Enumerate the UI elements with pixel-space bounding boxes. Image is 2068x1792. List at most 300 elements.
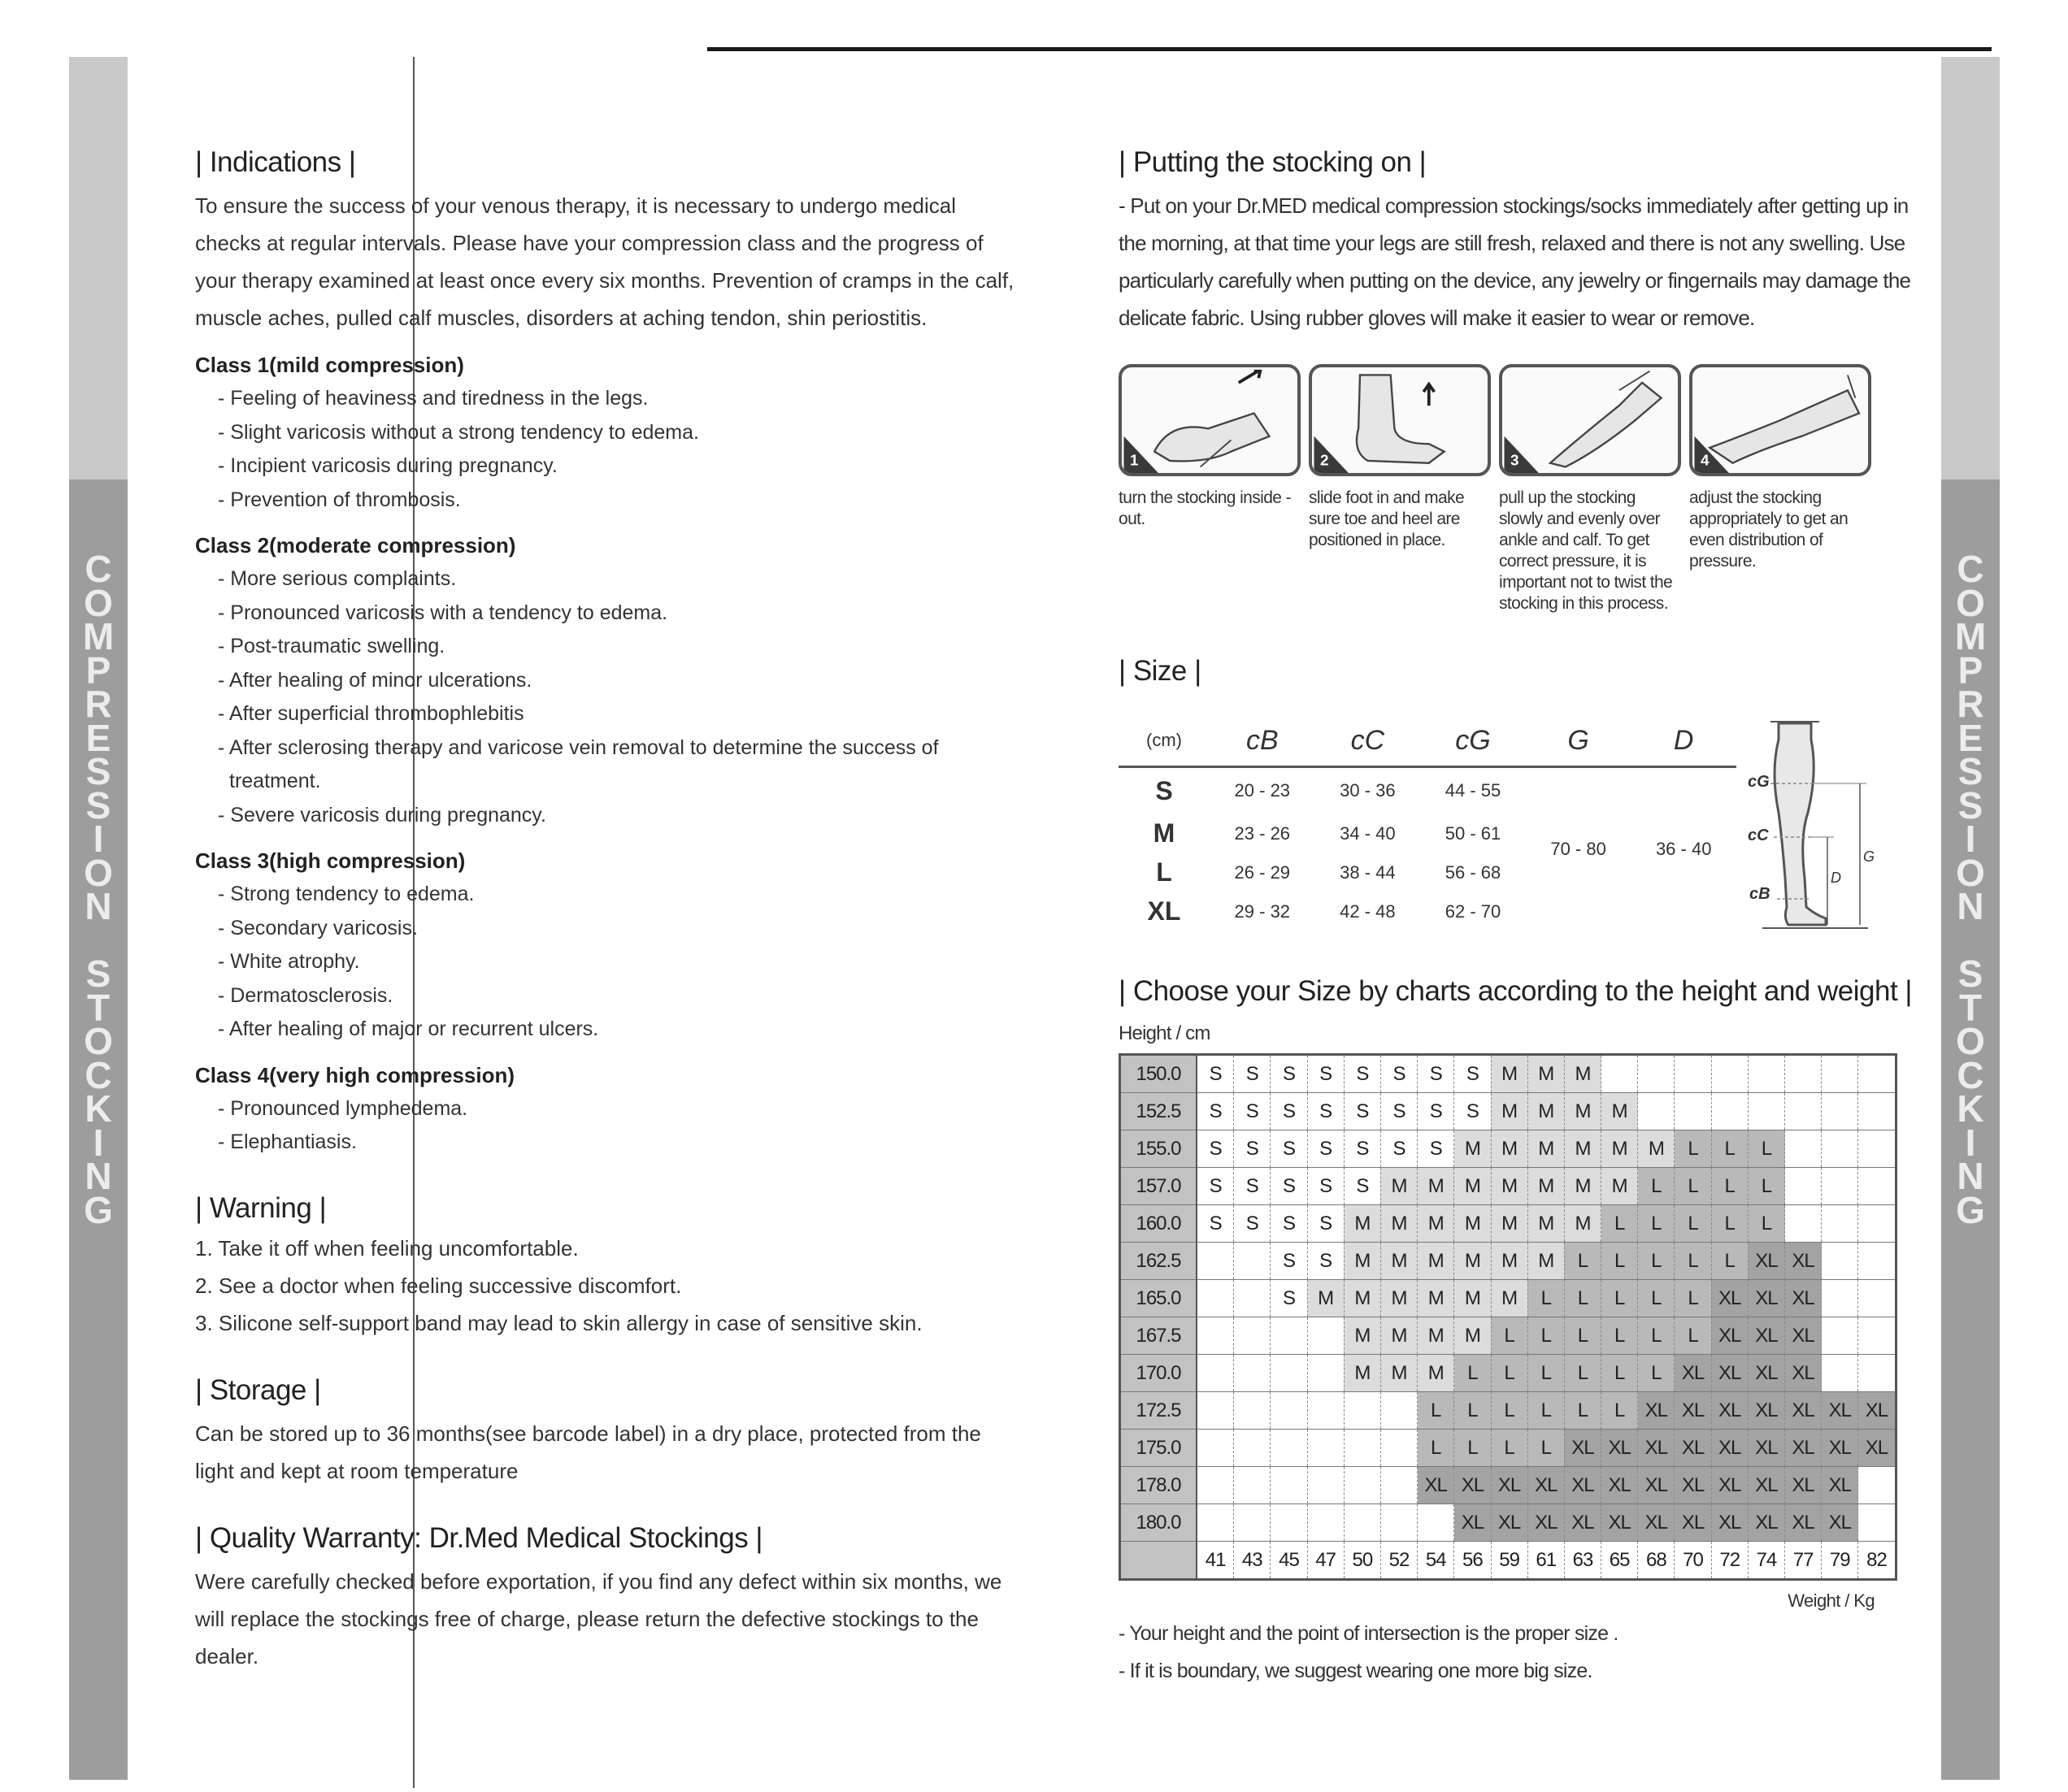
size-cell bbox=[1822, 1093, 1858, 1130]
height-value: 150.0 bbox=[1120, 1055, 1197, 1093]
size-cell: L bbox=[1748, 1168, 1784, 1205]
size-value: 29 - 32 bbox=[1234, 900, 1291, 922]
size-cell: L bbox=[1675, 1243, 1711, 1280]
size-cell: M bbox=[1491, 1055, 1527, 1093]
size-value: 44 - 55 bbox=[1445, 780, 1501, 801]
weight-value: 65 bbox=[1601, 1542, 1638, 1580]
size-value: 56 - 68 bbox=[1445, 861, 1501, 883]
size-cell: L bbox=[1454, 1392, 1491, 1430]
size-cell: M bbox=[1380, 1243, 1417, 1280]
putting-on-title: | Putting the stocking on | bbox=[1119, 146, 1427, 178]
size-cell: XL bbox=[1748, 1467, 1784, 1504]
size-cell: XL bbox=[1601, 1467, 1638, 1504]
size-cell bbox=[1271, 1392, 1307, 1430]
size-cell: L bbox=[1418, 1392, 1454, 1430]
size-cell: L bbox=[1564, 1243, 1601, 1280]
size-cell: XL bbox=[1785, 1430, 1822, 1467]
size-cell: XL bbox=[1748, 1280, 1784, 1317]
size-cell bbox=[1307, 1317, 1344, 1355]
size-cell: L bbox=[1675, 1317, 1711, 1355]
size-cell bbox=[1271, 1317, 1307, 1355]
class-title: Class 3(high compression) bbox=[195, 848, 466, 873]
note-line: - Your height and the point of intersection is the proper size . bbox=[1119, 1622, 1618, 1645]
size-cell: L bbox=[1638, 1205, 1675, 1243]
size-cell bbox=[1822, 1355, 1858, 1392]
size-cell: XL bbox=[1785, 1243, 1822, 1280]
size-cell: L bbox=[1491, 1355, 1527, 1392]
size-cell: L bbox=[1675, 1280, 1711, 1317]
list-item: - Pronounced lymphedema. bbox=[218, 1096, 468, 1120]
size-cell bbox=[1380, 1504, 1417, 1542]
size-cell bbox=[1344, 1392, 1380, 1430]
size-cell bbox=[1822, 1243, 1858, 1280]
left-column bbox=[195, 146, 1016, 1675]
size-cell bbox=[1380, 1467, 1417, 1504]
list-item: - After superficial thrombophlebitis bbox=[218, 702, 524, 725]
size-cell: XL bbox=[1675, 1504, 1711, 1542]
size-cell: M bbox=[1344, 1243, 1380, 1280]
weight-value: 63 bbox=[1564, 1542, 1601, 1580]
size-cell: S bbox=[1234, 1130, 1271, 1168]
size-column-header: cC bbox=[1315, 715, 1421, 767]
chart-row bbox=[1120, 1504, 1896, 1542]
size-cell bbox=[1234, 1430, 1271, 1467]
size-cell bbox=[1234, 1355, 1271, 1392]
step-illustration bbox=[1119, 364, 1301, 476]
size-cell: M bbox=[1380, 1168, 1417, 1205]
class-symptom-list bbox=[195, 562, 1016, 832]
list-item: 2. See a doctor when feeling successive discomfort. bbox=[195, 1273, 682, 1298]
size-cell: M bbox=[1454, 1317, 1491, 1355]
size-cell: L bbox=[1711, 1205, 1748, 1243]
size-cell: S bbox=[1197, 1130, 1234, 1168]
size-cell: L bbox=[1527, 1392, 1564, 1430]
size-cell: XL bbox=[1822, 1430, 1858, 1467]
size-cell: M bbox=[1491, 1280, 1527, 1317]
chart-row bbox=[1120, 1168, 1896, 1205]
side-band-text: C O M P R E S S I O N S T O C K I N G bbox=[1954, 548, 1987, 1231]
size-cell: L bbox=[1601, 1243, 1638, 1280]
size-cell: S bbox=[1271, 1205, 1307, 1243]
size-cell bbox=[1785, 1130, 1822, 1168]
size-cell: L bbox=[1527, 1317, 1564, 1355]
list-item: - Prevention of thrombosis. bbox=[218, 488, 461, 511]
size-cell: XL bbox=[1785, 1467, 1822, 1504]
size-cell: XL bbox=[1638, 1430, 1675, 1467]
leg-label-d: D bbox=[1831, 870, 1841, 886]
warning-list bbox=[195, 1230, 1016, 1342]
size-cell: L bbox=[1564, 1280, 1601, 1317]
size-cell: XL bbox=[1858, 1392, 1896, 1430]
list-item: 3. Silicone self-support band may lead to skin allergy in case of sensitive skin. bbox=[195, 1310, 923, 1335]
list-item: - More serious complaints. bbox=[218, 567, 457, 590]
size-cell bbox=[1822, 1317, 1858, 1355]
chart-row bbox=[1120, 1055, 1896, 1093]
height-value: 170.0 bbox=[1120, 1355, 1197, 1392]
size-cell: L bbox=[1638, 1280, 1675, 1317]
size-cell: XL bbox=[1491, 1467, 1527, 1504]
list-item: - Pronounced varicosis with a tendency to edema. bbox=[218, 601, 668, 624]
size-cell: S bbox=[1234, 1055, 1271, 1093]
size-column-header: cG bbox=[1420, 715, 1526, 767]
chart-row bbox=[1120, 1355, 1896, 1392]
size-cell bbox=[1858, 1055, 1896, 1093]
size-cell bbox=[1307, 1355, 1344, 1392]
size-cell bbox=[1234, 1392, 1271, 1430]
storage-section bbox=[195, 1374, 1016, 1490]
putting-on-steps bbox=[1119, 364, 1931, 614]
class-title: Class 2(moderate compression) bbox=[195, 533, 516, 558]
size-cell: S bbox=[1197, 1093, 1234, 1130]
unit-label: (cm) bbox=[1119, 715, 1210, 767]
size-row bbox=[1119, 767, 1736, 814]
weight-axis-label: Weight / Kg bbox=[1788, 1590, 1875, 1611]
note-line: - If it is boundary, we suggest wearing one more big size. bbox=[1119, 1660, 1592, 1682]
size-cell: L bbox=[1675, 1130, 1711, 1168]
chart-row bbox=[1120, 1243, 1896, 1280]
size-cell: L bbox=[1564, 1355, 1601, 1392]
size-cell: XL bbox=[1748, 1504, 1784, 1542]
size-cell: M bbox=[1491, 1168, 1527, 1205]
size-cell: XL bbox=[1454, 1467, 1491, 1504]
weight-value: 68 bbox=[1638, 1542, 1675, 1580]
size-cell: S bbox=[1271, 1243, 1307, 1280]
size-cell: L bbox=[1601, 1355, 1638, 1392]
height-value: 152.5 bbox=[1120, 1093, 1197, 1130]
weight-value: 79 bbox=[1822, 1542, 1858, 1580]
size-cell bbox=[1197, 1392, 1234, 1430]
leg-label-cg: cG bbox=[1748, 773, 1770, 791]
size-cell: S bbox=[1380, 1055, 1417, 1093]
size-cell: S bbox=[1418, 1130, 1454, 1168]
chart-row bbox=[1120, 1280, 1896, 1317]
size-cell: S bbox=[1418, 1055, 1454, 1093]
size-cell: M bbox=[1527, 1168, 1564, 1205]
size-cell: S bbox=[1344, 1130, 1380, 1168]
warning-title: | Warning | bbox=[195, 1191, 327, 1224]
chart-row bbox=[1120, 1467, 1896, 1504]
size-cell bbox=[1197, 1317, 1234, 1355]
size-cell bbox=[1858, 1280, 1896, 1317]
size-value: 62 - 70 bbox=[1445, 900, 1501, 922]
size-cell bbox=[1858, 1093, 1896, 1130]
quality-body: Were carefully checked before exportation, if you find any defect within six months, we will replace the stockings free of charge, please return the defective stockings to the dealer. bbox=[195, 1569, 1002, 1668]
weight-value: 52 bbox=[1380, 1542, 1417, 1580]
size-cell: S bbox=[1197, 1055, 1234, 1093]
size-cell: L bbox=[1638, 1168, 1675, 1205]
leg-stocking-icon bbox=[1692, 367, 1868, 473]
size-cell: L bbox=[1638, 1243, 1675, 1280]
weight-value: 70 bbox=[1675, 1542, 1711, 1580]
size-cell bbox=[1785, 1168, 1822, 1205]
size-title: | Size | bbox=[1119, 655, 1201, 687]
size-cell: XL bbox=[1675, 1467, 1711, 1504]
size-cell bbox=[1858, 1317, 1896, 1355]
size-cell: S bbox=[1307, 1205, 1344, 1243]
quality-title: | Quality Warranty: Dr.Med Medical Stockings | bbox=[195, 1521, 763, 1554]
size-cell: XL bbox=[1418, 1467, 1454, 1504]
size-cell: L bbox=[1748, 1130, 1784, 1168]
size-value: 26 - 29 bbox=[1234, 861, 1291, 883]
size-cell bbox=[1271, 1355, 1307, 1392]
size-cell bbox=[1822, 1055, 1858, 1093]
weight-value: 77 bbox=[1785, 1542, 1822, 1580]
size-cell: S bbox=[1197, 1205, 1234, 1243]
weight-value: 43 bbox=[1234, 1542, 1271, 1580]
list-item: - Dermatosclerosis. bbox=[218, 983, 393, 1007]
size-cell: XL bbox=[1711, 1504, 1748, 1542]
size-cell: M bbox=[1601, 1130, 1638, 1168]
size-cell: XL bbox=[1638, 1467, 1675, 1504]
size-label: L bbox=[1156, 857, 1172, 887]
class-symptom-list bbox=[195, 382, 1016, 517]
size-cell: XL bbox=[1564, 1504, 1601, 1542]
weight-value: 54 bbox=[1418, 1542, 1454, 1580]
size-label: M bbox=[1153, 818, 1175, 848]
size-cell: XL bbox=[1711, 1280, 1748, 1317]
size-cell bbox=[1197, 1504, 1234, 1542]
size-cell bbox=[1307, 1467, 1344, 1504]
size-cell: M bbox=[1564, 1168, 1601, 1205]
size-cell bbox=[1344, 1467, 1380, 1504]
size-cell bbox=[1197, 1280, 1234, 1317]
indications-title: | Indications | bbox=[195, 146, 356, 178]
size-cell bbox=[1380, 1430, 1417, 1467]
size-label: XL bbox=[1147, 896, 1181, 926]
size-cell bbox=[1675, 1055, 1711, 1093]
size-cell bbox=[1344, 1430, 1380, 1467]
size-value-d: 36 - 40 bbox=[1655, 839, 1712, 860]
size-cell: XL bbox=[1785, 1280, 1822, 1317]
weight-row bbox=[1120, 1542, 1896, 1580]
size-cell: L bbox=[1564, 1317, 1601, 1355]
chart-row bbox=[1120, 1093, 1896, 1130]
height-value: 160.0 bbox=[1120, 1205, 1197, 1243]
size-cell bbox=[1858, 1243, 1896, 1280]
step-illustration bbox=[1309, 364, 1491, 476]
size-cell: M bbox=[1418, 1280, 1454, 1317]
compression-classes bbox=[195, 351, 1016, 1160]
size-cell: L bbox=[1527, 1355, 1564, 1392]
size-cell: XL bbox=[1675, 1430, 1711, 1467]
size-cell: XL bbox=[1785, 1392, 1822, 1430]
side-band-left bbox=[69, 57, 128, 1780]
weight-value: 72 bbox=[1711, 1542, 1748, 1580]
size-cell: M bbox=[1380, 1317, 1417, 1355]
size-cell bbox=[1822, 1205, 1858, 1243]
size-cell bbox=[1711, 1093, 1748, 1130]
size-cell: M bbox=[1418, 1243, 1454, 1280]
list-item: - After healing of minor ulcerations. bbox=[218, 668, 532, 692]
step-text: pull up the stocking slowly and evenly over ankle and calf. To get correct pressure, it is important not to twist the stocking in this process. bbox=[1499, 488, 1673, 613]
size-cell: M bbox=[1344, 1280, 1380, 1317]
leg-stocking-icon bbox=[1122, 367, 1297, 473]
size-cell bbox=[1418, 1504, 1454, 1542]
storage-title: | Storage | bbox=[195, 1373, 321, 1406]
size-cell: M bbox=[1418, 1168, 1454, 1205]
size-cell: XL bbox=[1564, 1467, 1601, 1504]
size-cell: L bbox=[1675, 1205, 1711, 1243]
size-cell: XL bbox=[1601, 1430, 1638, 1467]
weight-value: 47 bbox=[1307, 1542, 1344, 1580]
size-cell bbox=[1380, 1392, 1417, 1430]
side-band-text: C O M P R E S S I O N S T O C K I N G bbox=[82, 548, 115, 1231]
size-cell bbox=[1748, 1093, 1784, 1130]
size-cell: M bbox=[1564, 1093, 1601, 1130]
size-cell: M bbox=[1491, 1130, 1527, 1168]
size-cell bbox=[1271, 1504, 1307, 1542]
size-cell: XL bbox=[1675, 1392, 1711, 1430]
size-cell: M bbox=[1564, 1130, 1601, 1168]
leg-label-cc: cC bbox=[1748, 827, 1769, 844]
leg-label-g: G bbox=[1863, 848, 1875, 865]
size-cell bbox=[1822, 1168, 1858, 1205]
step-3 bbox=[1499, 364, 1683, 614]
size-cell: XL bbox=[1711, 1467, 1748, 1504]
size-cell: XL bbox=[1748, 1430, 1784, 1467]
class-title: Class 4(very high compression) bbox=[195, 1062, 515, 1087]
size-cell: M bbox=[1601, 1093, 1638, 1130]
size-cell: S bbox=[1454, 1055, 1491, 1093]
size-cell bbox=[1858, 1355, 1896, 1392]
side-band-right bbox=[1941, 57, 2000, 1780]
size-cell: XL bbox=[1527, 1467, 1564, 1504]
size-cell: S bbox=[1307, 1168, 1344, 1205]
height-value: 162.5 bbox=[1120, 1243, 1197, 1280]
size-cell: S bbox=[1271, 1055, 1307, 1093]
size-cell: XL bbox=[1748, 1392, 1784, 1430]
size-cell bbox=[1748, 1055, 1784, 1093]
list-item: - White atrophy. bbox=[218, 950, 360, 973]
height-value: 167.5 bbox=[1120, 1317, 1197, 1355]
size-cell bbox=[1271, 1430, 1307, 1467]
size-cell: M bbox=[1418, 1355, 1454, 1392]
size-cell: L bbox=[1601, 1392, 1638, 1430]
chart-notes bbox=[1119, 1615, 1931, 1690]
size-cell: XL bbox=[1527, 1504, 1564, 1542]
chart-row bbox=[1120, 1317, 1896, 1355]
size-cell bbox=[1785, 1055, 1822, 1093]
size-cell: S bbox=[1418, 1093, 1454, 1130]
step-4 bbox=[1689, 364, 1873, 614]
list-item: - Slight varicosis without a strong tendency to edema. bbox=[218, 420, 699, 444]
size-cell: M bbox=[1491, 1243, 1527, 1280]
weight-value: 56 bbox=[1454, 1542, 1491, 1580]
size-cell: M bbox=[1527, 1243, 1564, 1280]
size-cell: S bbox=[1271, 1168, 1307, 1205]
size-cell: L bbox=[1711, 1243, 1748, 1280]
right-column bbox=[1119, 146, 1931, 1690]
height-value: 180.0 bbox=[1120, 1504, 1197, 1542]
size-cell: L bbox=[1711, 1130, 1748, 1168]
size-cell: S bbox=[1380, 1093, 1417, 1130]
height-value: 165.0 bbox=[1120, 1280, 1197, 1317]
size-cell bbox=[1197, 1430, 1234, 1467]
size-cell: XL bbox=[1822, 1467, 1858, 1504]
size-cell: M bbox=[1527, 1055, 1564, 1093]
size-cell: S bbox=[1307, 1243, 1344, 1280]
size-value: 34 - 40 bbox=[1340, 822, 1396, 844]
size-cell: XL bbox=[1711, 1392, 1748, 1430]
list-item: - Post-traumatic swelling. bbox=[218, 635, 445, 657]
size-value: 50 - 61 bbox=[1445, 822, 1501, 844]
size-cell: XL bbox=[1601, 1504, 1638, 1542]
size-table bbox=[1119, 715, 1736, 931]
size-cell: XL bbox=[1491, 1504, 1527, 1542]
size-cell: XL bbox=[1785, 1504, 1822, 1542]
size-cell: M bbox=[1380, 1205, 1417, 1243]
size-cell bbox=[1307, 1504, 1344, 1542]
size-cell: XL bbox=[1822, 1504, 1858, 1542]
size-value: 23 - 26 bbox=[1234, 822, 1291, 844]
size-cell bbox=[1197, 1355, 1234, 1392]
size-cell: S bbox=[1197, 1168, 1234, 1205]
size-cell: XL bbox=[1638, 1392, 1675, 1430]
size-cell: XL bbox=[1748, 1317, 1784, 1355]
size-cell: L bbox=[1418, 1430, 1454, 1467]
size-cell: S bbox=[1344, 1093, 1380, 1130]
size-cell bbox=[1197, 1467, 1234, 1504]
size-cell bbox=[1344, 1504, 1380, 1542]
step-number: 1 bbox=[1130, 451, 1139, 469]
size-cell: L bbox=[1564, 1392, 1601, 1430]
size-value-g: 70 - 80 bbox=[1550, 839, 1606, 860]
leg-diagram-icon bbox=[1746, 715, 1876, 935]
size-cell bbox=[1234, 1467, 1271, 1504]
size-cell: S bbox=[1344, 1168, 1380, 1205]
size-cell: L bbox=[1748, 1205, 1784, 1243]
weight-value: 59 bbox=[1491, 1542, 1527, 1580]
size-cell: L bbox=[1601, 1280, 1638, 1317]
size-value: 20 - 23 bbox=[1234, 780, 1291, 801]
size-cell: M bbox=[1307, 1280, 1344, 1317]
list-item: - Incipient varicosis during pregnancy. bbox=[218, 454, 558, 477]
size-cell: S bbox=[1271, 1093, 1307, 1130]
step-number: 4 bbox=[1701, 451, 1710, 469]
size-cell: XL bbox=[1711, 1355, 1748, 1392]
weight-value: 41 bbox=[1197, 1542, 1234, 1580]
size-cell bbox=[1307, 1430, 1344, 1467]
chart-row bbox=[1120, 1130, 1896, 1168]
size-cell: XL bbox=[1454, 1504, 1491, 1542]
size-value: 42 - 48 bbox=[1340, 900, 1396, 922]
quality-section bbox=[195, 1522, 1016, 1675]
size-header-row bbox=[1119, 715, 1736, 767]
size-cell: L bbox=[1675, 1168, 1711, 1205]
size-cell bbox=[1822, 1280, 1858, 1317]
size-cell: M bbox=[1418, 1317, 1454, 1355]
size-column-header: G bbox=[1526, 715, 1631, 767]
list-item: - Severe varicosis during pregnancy. bbox=[218, 803, 546, 827]
putting-on-body: - Put on your Dr.MED medical compression stockings/socks immediately after getting up in the morning, at that time your legs are still fresh, relaxed and there is not any swelling. Use particularly carefully when putting on the device, any jewelry or fingernails may damage the delicate fabric. Using rubber gloves will make it easier to wear or remove. bbox=[1119, 193, 1911, 330]
top-rule bbox=[707, 47, 1992, 51]
size-cell: M bbox=[1344, 1355, 1380, 1392]
size-cell: S bbox=[1271, 1130, 1307, 1168]
storage-body: Can be stored up to 36 months(see barcode label) in a dry place, protected from the light and kept at room temperature bbox=[195, 1421, 981, 1483]
size-cell: M bbox=[1380, 1355, 1417, 1392]
size-cell: S bbox=[1454, 1093, 1491, 1130]
height-value: 157.0 bbox=[1120, 1168, 1197, 1205]
size-cell: L bbox=[1601, 1205, 1638, 1243]
size-cell: L bbox=[1601, 1317, 1638, 1355]
size-cell: L bbox=[1491, 1430, 1527, 1467]
size-cell: M bbox=[1638, 1130, 1675, 1168]
chart-row bbox=[1120, 1392, 1896, 1430]
height-value: 175.0 bbox=[1120, 1430, 1197, 1467]
size-cell: M bbox=[1564, 1055, 1601, 1093]
size-cell bbox=[1858, 1467, 1896, 1504]
step-text: turn the stocking inside -out. bbox=[1119, 488, 1292, 528]
